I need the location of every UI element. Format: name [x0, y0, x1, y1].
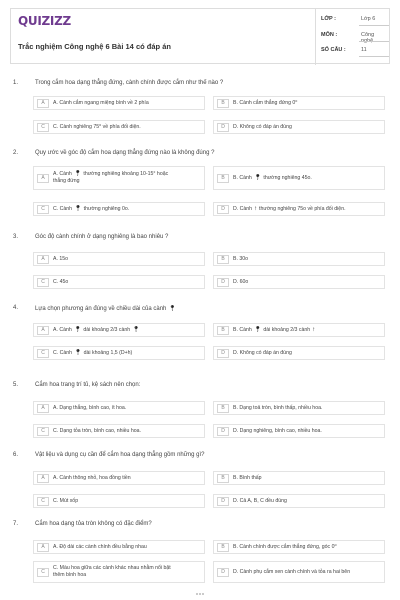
option-letter: A [37, 174, 49, 183]
option-b[interactable] [213, 252, 385, 266]
option-a[interactable] [33, 471, 205, 485]
meta-count-label: SỐ CÂU : [321, 47, 346, 53]
meta-grade-value: Lớp 6 [361, 16, 376, 22]
option-text-pre: C. Cành [53, 205, 73, 212]
option-letter: C [37, 497, 49, 506]
option-text: D. Không có đáp án đúng [233, 123, 292, 130]
option-d[interactable] [213, 275, 385, 289]
option-text-pre: C. Cành [53, 349, 73, 356]
option-text: D. 60o [233, 278, 249, 285]
option-c[interactable] [33, 346, 205, 360]
option-letter: C [37, 205, 49, 214]
option-text: A. Dạng thẳng, bình cao, ít hoa. [53, 404, 127, 411]
option-text-pre: D. Cành [233, 205, 253, 212]
option-text-pre: B. Cành [233, 326, 252, 333]
option-text-pre: B. Cành [233, 174, 252, 181]
option-d[interactable] [213, 424, 385, 438]
option-letter: D [217, 278, 229, 287]
option-c[interactable] [33, 424, 205, 438]
option-letter: C [37, 568, 49, 577]
option-text-post: thường nghiêng 45o. [263, 174, 312, 181]
header-divider [315, 9, 316, 65]
option-text: D. Dạng nghiêng, bình cao, nhiều hoa. [233, 427, 322, 434]
meta-underline [359, 56, 389, 57]
option-text [53, 350, 132, 357]
flower-stem-icon: 📍︎ [253, 174, 262, 181]
option-text-line2: thêm bình hoa [53, 572, 87, 578]
option-text [53, 565, 171, 579]
option-text: B. Cành chính được cắm thẳng đứng, góc 0⁰ [233, 543, 337, 550]
option-letter: C [37, 278, 49, 287]
option-text: C. 45o [53, 278, 69, 285]
option-letter: D [217, 205, 229, 214]
option-text-line1: C. Màu hoa giữa các cành khác nhau nhằm nổi bật [53, 565, 171, 571]
option-a[interactable] [33, 166, 205, 190]
question-text-main: Lựa chọn phương án đúng về chiều dài của cành [35, 306, 167, 312]
option-letter: B [217, 174, 229, 183]
option-letter: C [37, 349, 49, 358]
question-text: Cắm hoa dạng tỏa tròn không có đặc điểm? [35, 521, 152, 527]
option-text: B. Dạng toả tròn, bình thấp, nhiều hoa. [233, 404, 323, 411]
option-letter: A [37, 255, 49, 264]
meta-grade-label: LỚP : [321, 16, 336, 22]
option-text-post: dài khoảng 2/3 cành [263, 326, 311, 333]
option-text-line2: thẳng đứng [53, 178, 80, 184]
option-b[interactable] [213, 96, 385, 110]
question-number: 5. [13, 382, 19, 388]
option-letter: B [217, 99, 229, 108]
option-c[interactable] [33, 275, 205, 289]
option-letter: A [37, 543, 49, 552]
option-d[interactable] [213, 120, 385, 134]
option-letter: D [217, 427, 229, 436]
option-letter: B [217, 543, 229, 552]
option-c[interactable] [33, 202, 205, 216]
option-text: A. 15o [53, 255, 68, 262]
option-b[interactable] [213, 323, 385, 337]
option-text: B. Cành cắm thẳng đứng 0⁰ [233, 99, 298, 106]
option-text-pre: A. Cành [53, 171, 72, 177]
option-letter: B [217, 404, 229, 413]
option-letter: D [217, 349, 229, 358]
option-a[interactable] [33, 401, 205, 415]
page-dots [195, 592, 205, 596]
meta-underline [359, 41, 389, 42]
option-text-pre: A. Cành [53, 326, 72, 333]
option-text-post: thường nghiêng 75o về phía đối diện. [259, 205, 346, 212]
option-letter: A [37, 326, 49, 335]
option-letter: C [37, 123, 49, 132]
option-a[interactable] [33, 96, 205, 110]
option-b[interactable] [213, 401, 385, 415]
option-b[interactable] [213, 471, 385, 485]
option-c[interactable] [33, 494, 205, 508]
option-b[interactable] [213, 540, 385, 554]
flower-stem-icon: 📍︎ [73, 171, 82, 177]
question-number: 3. [13, 234, 19, 240]
option-letter: D [217, 123, 229, 132]
meta-subject-label: MÔN : [321, 32, 338, 38]
option-text: A. Cành cắm ngang miệng bình về 2 phía [53, 99, 149, 106]
flower-stem-icon: 📍︎ [74, 349, 82, 356]
option-a[interactable] [33, 540, 205, 554]
option-text [233, 175, 312, 182]
option-text [53, 327, 142, 334]
flower-stem-icon: 📍︎ [74, 205, 82, 212]
question-text: Vật liệu và dụng cụ cần để cắm hoa dạng thẳng gồm những gì? [35, 452, 205, 458]
option-text-post: dài khoảng 1,5 (D+h) [83, 349, 133, 356]
option-text: A. Độ dài các cành chính đều bằng nhau [53, 543, 147, 550]
question-number: 1. [13, 80, 19, 86]
meta-subject-value: Công [361, 32, 375, 38]
option-text: C. Dạng tỏa tròn, bình cao, nhiều hoa. [53, 427, 141, 434]
option-text: D. Không có đáp án đúng [233, 349, 292, 356]
option-letter: B [217, 474, 229, 483]
option-text [53, 171, 168, 185]
option-b[interactable] [213, 166, 385, 190]
question-number: 4. [13, 305, 19, 311]
option-text: D. Cành phụ cắm xen cành chính và tỏa ra hai bên [233, 568, 351, 575]
option-text: A. Cành thông nhỏ, hoa đồng tiền [53, 474, 131, 481]
option-text-post: dài khoảng 2/3 cành [83, 326, 131, 333]
option-d[interactable] [213, 494, 385, 508]
option-letter: C [37, 427, 49, 436]
option-a[interactable] [33, 252, 205, 266]
option-text: B. Bình thấp [233, 474, 262, 481]
option-c[interactable] [33, 120, 205, 134]
option-letter: D [217, 568, 229, 577]
meta-count-value: 11 [361, 47, 367, 53]
flower-stem-icon: 📍︎ [253, 326, 262, 333]
option-text [233, 206, 346, 213]
option-letter: D [217, 497, 229, 506]
flower-stem-icon: 📍︎ [132, 326, 140, 333]
option-letter: B [217, 255, 229, 264]
option-text [53, 206, 129, 213]
flower-alt-icon: ↑ [254, 205, 258, 212]
option-text-post: thường nghiêng khoảng 10-15° hoặc [83, 171, 169, 177]
option-text: B. 30o [233, 255, 248, 262]
option-letter: A [37, 404, 49, 413]
option-text-post: thường nghiêng 0o. [83, 205, 130, 212]
option-d[interactable] [213, 346, 385, 360]
option-text: D. Cả A, B, C đều đúng [233, 497, 287, 504]
option-a[interactable] [33, 323, 205, 337]
question-number: 6. [13, 452, 19, 458]
question-text: Quy ước về góc độ cắm hoa dạng thẳng đứng nào là không đúng ? [35, 150, 215, 156]
option-text [233, 327, 317, 334]
option-c[interactable] [33, 561, 205, 583]
question-text [35, 305, 178, 312]
worksheet-header [10, 8, 390, 64]
quizizz-logo[interactable]: QUIZIZZ [18, 14, 71, 28]
option-text: C. Mút xốp [53, 497, 79, 504]
flower-alt-icon: ↑ [312, 326, 316, 333]
option-d[interactable] [213, 561, 385, 583]
question-number: 7. [13, 521, 19, 527]
worksheet-title: Trắc nghiệm Công nghệ 6 Bài 14 có đáp án [18, 42, 171, 51]
option-letter: A [37, 474, 49, 483]
question-text: Cắm hoa trang trí tủ, kệ sách nên chọn: [35, 382, 141, 388]
question-number: 2. [13, 150, 19, 156]
flower-stem-icon: 📍︎ [73, 326, 82, 333]
option-letter: A [37, 99, 49, 108]
meta-underline [359, 25, 389, 26]
option-letter: B [217, 326, 229, 335]
question-text: Góc độ cành chính ở dạng nghiêng là bao nhiêu ? [35, 234, 169, 240]
option-d[interactable] [213, 202, 385, 216]
option-text: C. Cành nghiêng 75⁰ về phía đối diện. [53, 123, 141, 130]
question-text: Trong cắm hoa dạng thẳng đứng, cành chính được cắm như thế nào ? [35, 80, 224, 86]
flower-stem-icon: 📍︎ [168, 306, 177, 312]
